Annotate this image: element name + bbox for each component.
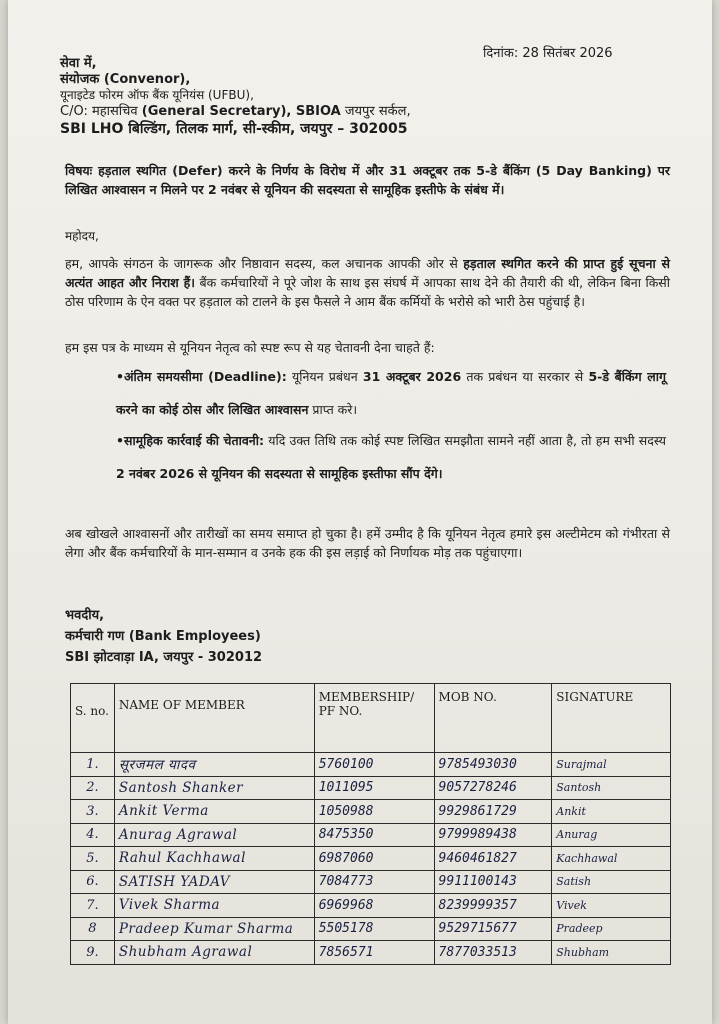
paragraph-1-bold: हड़ताल स्थगित करने की प्राप्त हुई सूचना से अत्यंत आहत और निराश हैं। xyxy=(65,256,670,290)
table-row xyxy=(71,941,671,965)
address-line-5: SBI LHO बिल्डिंग, तिलक मार्ग, सी-स्कीम, जयपुर – 302005 xyxy=(60,121,408,137)
header-signature: SIGNATURE xyxy=(552,684,671,753)
row-sno: 9. xyxy=(71,941,115,965)
salutation: महोदय, xyxy=(65,229,99,243)
bullet-deadline-text-a: यूनियन प्रबंधन xyxy=(286,369,363,384)
letter-page xyxy=(8,0,712,1024)
bullet-deadline xyxy=(116,360,666,426)
header-sno: S. no. xyxy=(71,684,115,753)
bullet-warning xyxy=(116,424,666,490)
address-line-4-prefix: C/O: महासचिव xyxy=(60,104,142,119)
closing-line-3: SBI झोटवाड़ा IA, जयपुर - 302012 xyxy=(65,650,263,665)
row-mobile: 9799989438 xyxy=(434,823,552,847)
row-sno: 3. xyxy=(71,800,115,824)
table-row xyxy=(71,894,671,918)
row-name: Ankit Verma xyxy=(114,800,314,824)
bullet-deadline-demand: 5-डे बैंकिंग लागू करने का कोई ठोस और लिखित आश्वासन xyxy=(116,369,666,417)
row-signature: Surajmal xyxy=(552,753,671,777)
row-signature: Santosh xyxy=(552,776,671,800)
row-name: सूरजमल यादव xyxy=(114,753,314,777)
row-sno: 4. xyxy=(71,823,115,847)
address-line-2: संयोजक (Convenor), xyxy=(60,72,191,87)
row-pf: 7856571 xyxy=(314,941,434,965)
table-row xyxy=(71,753,671,777)
address-line-4-bold: (General Secretary), SBIOA xyxy=(141,104,341,119)
header-mobile: MOB NO. xyxy=(434,684,552,753)
table-row xyxy=(71,776,671,800)
closing-line-1: भवदीय, xyxy=(65,608,105,623)
row-signature: Anurag xyxy=(552,823,671,847)
row-sno: 8 xyxy=(71,917,115,941)
address-line-1: सेवा में, xyxy=(60,56,97,71)
row-name: Rahul Kachhawal xyxy=(114,847,314,871)
row-sno: 1. xyxy=(71,753,115,777)
paragraph-1-text-a: हम, आपके संगठन के जागरूक और निष्ठावान सदस्य, कल अचानक आपकी ओर से xyxy=(65,256,464,271)
row-signature: Satish xyxy=(552,870,671,894)
paragraph-3: अब खोखले आश्वासनों और तारीखों का समय समाप्त हो चुका है। हमें उम्मीद है कि यूनियन नेतृत्व हमारे इस अल्टीमेटम को गंभीरता से लेगा और बैंक कर्मचारियों के मान-सम्मान व उनके हक की इस लड़ाई को निर्णायक मोड़ तक पहुंचाएगा। xyxy=(65,526,670,560)
table-row xyxy=(71,847,671,871)
paragraph-1-text-b: बैंक कर्मचारियों ने पूरे जोश के साथ इस संघर्ष में आपका साथ देने की तैयारी की थी, लेकिन बिना किसी ठोस परिणाम के ऐन वक्त पर हड़ताल को टालने के इस फैसले ने आम बैंक कर्मियों के भरोसे को भारी ठेस पहुंचाई है। xyxy=(65,275,670,309)
letter-date: दिनांक: 28 सितंबर 2026 xyxy=(483,46,613,61)
table-row xyxy=(71,917,671,941)
row-pf: 5505178 xyxy=(314,917,434,941)
row-sno: 6. xyxy=(71,870,115,894)
row-pf: 8475350 xyxy=(314,823,434,847)
row-mobile: 9785493030 xyxy=(434,753,552,777)
row-name: Anurag Agrawal xyxy=(114,823,314,847)
row-signature: Vivek xyxy=(552,894,671,918)
bullet-deadline-date: 31 अक्टूबर 2026 xyxy=(362,369,462,384)
bullet-deadline-text-c: प्राप्त करे। xyxy=(308,402,358,417)
bullet-warning-text-a: यदि उक्त तिथि तक कोई स्पष्ट लिखित समझौता सामने नहीं आता है, तो हम सभी सदस्य xyxy=(263,433,666,448)
table-header-row xyxy=(71,684,671,753)
row-name: Vivek Sharma xyxy=(114,894,314,918)
paragraph-1 xyxy=(65,254,670,311)
bullet-warning-bold: 2 नवंबर 2026 से यूनियन की सदस्यता से सामूहिक इस्तीफा सौंप देंगे। xyxy=(116,466,443,481)
table-row xyxy=(71,823,671,847)
address-line-4-suffix: जयपुर सर्कल, xyxy=(340,104,411,119)
row-pf: 6987060 xyxy=(314,847,434,871)
row-mobile: 9911100143 xyxy=(434,870,552,894)
row-name: Pradeep Kumar Sharma xyxy=(114,917,314,941)
bullet-deadline-label: •अंतिम समयसीमा (Deadline): xyxy=(116,369,287,384)
row-signature: Ankit xyxy=(552,800,671,824)
paragraph-2: हम इस पत्र के माध्यम से यूनियन नेतृत्व को स्पष्ट रूप से यह चेतावनी देना चाहते हैं: xyxy=(65,340,435,355)
address-line-3: यूनाइटेड फोरम ऑफ बैंक यूनियंस (UFBU), xyxy=(60,88,254,102)
row-mobile: 9057278246 xyxy=(434,776,552,800)
row-pf: 6969968 xyxy=(314,894,434,918)
members-table xyxy=(70,683,671,965)
table-row xyxy=(71,870,671,894)
subject-line: विषयः हड़ताल स्थगित (Defer) करने के निर्णय के विरोध में और 31 अक्टूबर तक 5-डे बैंकिंग (5 Day Banking) पर लिखित आश्वासन न मिलने पर 2 नवंबर से यूनियन की सदस्यता से सामूहिक इस्तीफे के संबंध में। xyxy=(65,163,670,197)
row-mobile: 9929861729 xyxy=(434,800,552,824)
row-mobile: 9460461827 xyxy=(434,847,552,871)
row-mobile: 7877033513 xyxy=(434,941,552,965)
row-pf: 1011095 xyxy=(314,776,434,800)
bullet-deadline-text-b: तक प्रबंधन या सरकार से xyxy=(461,369,589,384)
row-signature: Pradeep xyxy=(552,917,671,941)
row-signature: Shubham xyxy=(552,941,671,965)
bullet-warning-label: •सामूहिक कार्रवाई की चेतावनी: xyxy=(116,433,264,448)
row-name: Shubham Agrawal xyxy=(114,941,314,965)
row-sno: 5. xyxy=(71,847,115,871)
row-pf: 7084773 xyxy=(314,870,434,894)
row-pf: 5760100 xyxy=(314,753,434,777)
row-sno: 2. xyxy=(71,776,115,800)
closing-line-2: कर्मचारी गण (Bank Employees) xyxy=(65,629,261,644)
row-mobile: 8239999357 xyxy=(434,894,552,918)
row-pf: 1050988 xyxy=(314,800,434,824)
row-mobile: 9529715677 xyxy=(434,917,552,941)
row-name: SATISH YADAV xyxy=(114,870,314,894)
header-name: NAME OF MEMBER xyxy=(114,684,314,753)
row-name: Santosh Shanker xyxy=(114,776,314,800)
row-sno: 7. xyxy=(71,894,115,918)
table-row xyxy=(71,800,671,824)
row-signature: Kachhawal xyxy=(552,847,671,871)
header-membership: MEMBERSHIP/ PF NO. xyxy=(314,684,434,753)
